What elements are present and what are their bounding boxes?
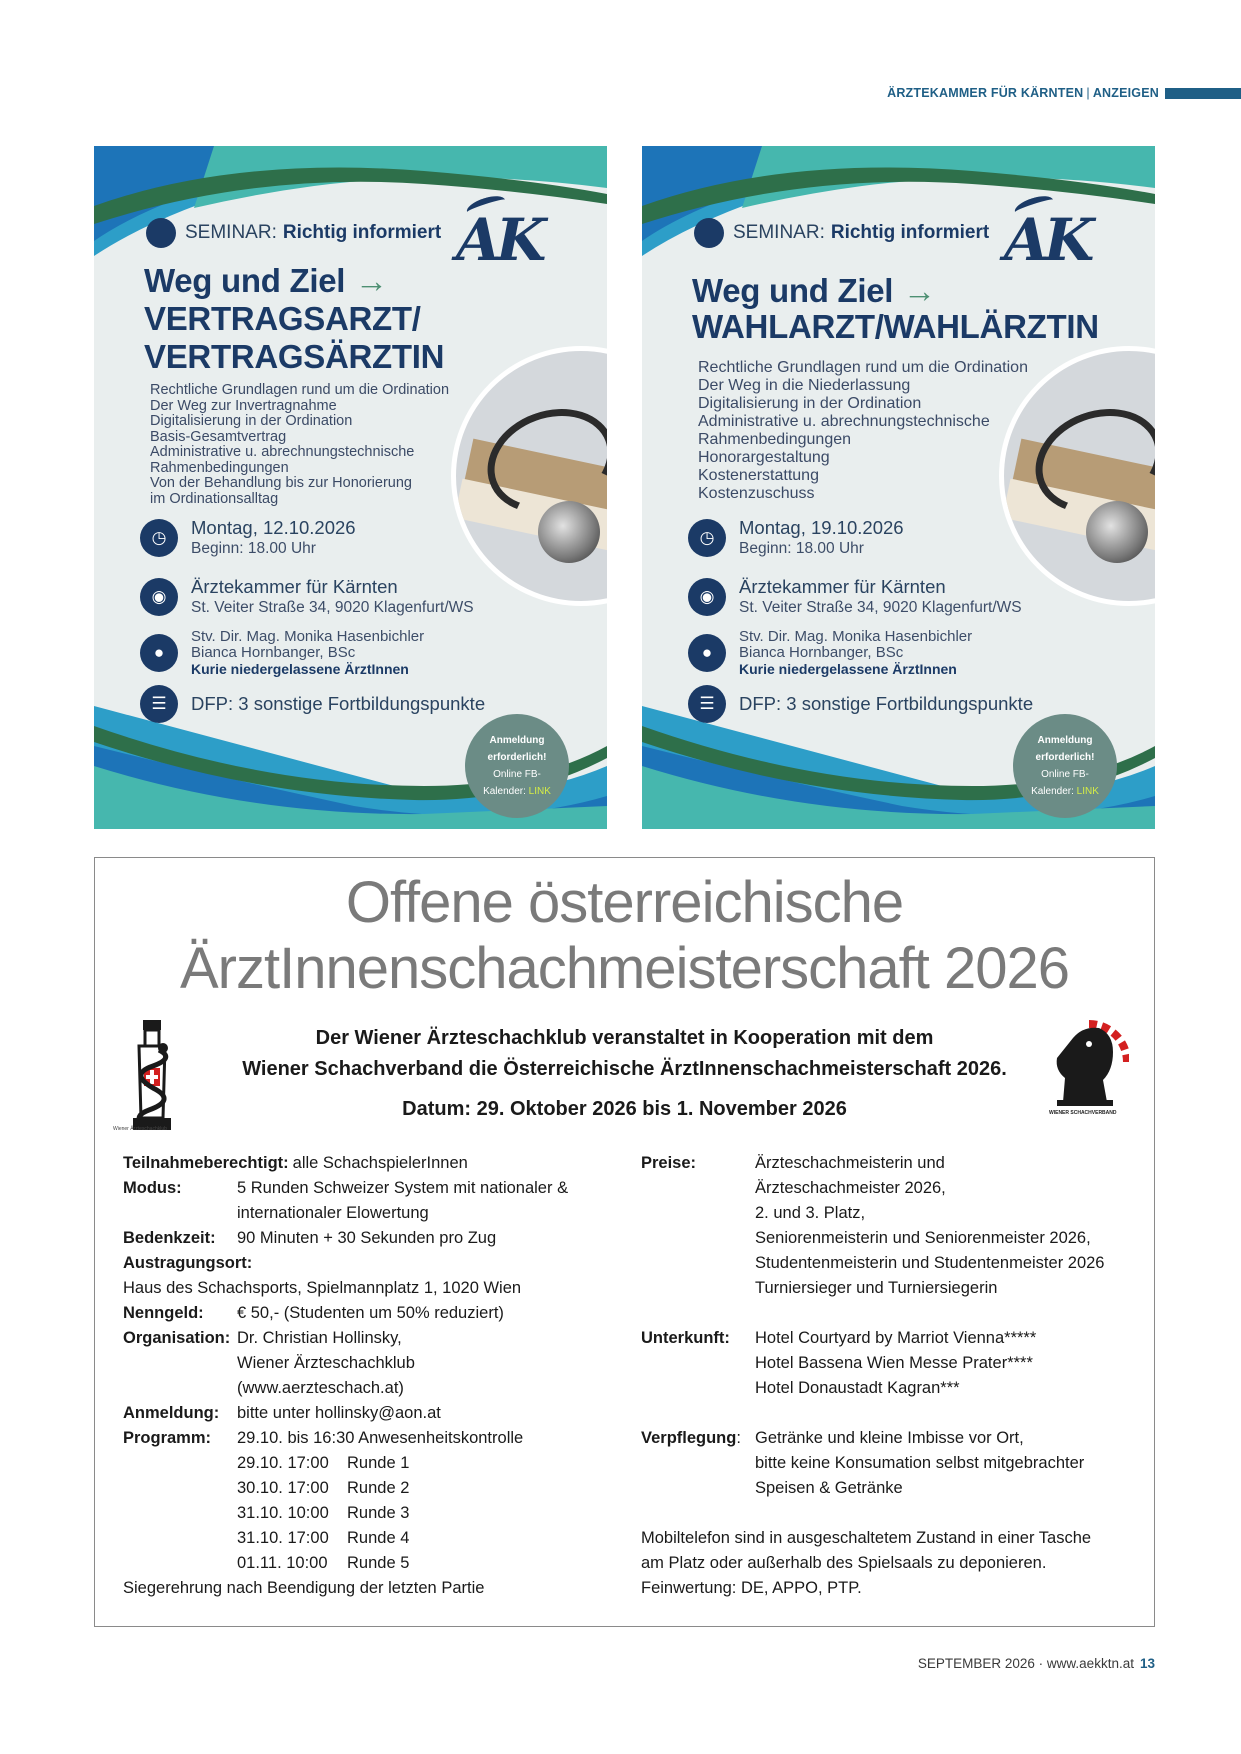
flyer-speaker-2: Bianca Hornbanger, BSc <box>191 644 356 661</box>
badge-line: erforderlich! <box>1035 752 1095 763</box>
detail-value: Ärzteschachmeisterin und <box>755 1154 945 1172</box>
topic-item: Rahmenbedingungen <box>698 431 852 448</box>
mobile-note-line <box>641 1526 1141 1551</box>
checklist-icon: ☰ <box>688 685 726 723</box>
detail-value: Seniorenmeisterin und Seniorenmeister 2026, <box>755 1229 1091 1247</box>
topic-item: Kostenzuschuss <box>698 485 815 502</box>
detail-value: Siegerehrung nach Beendigung der letzten Partie <box>123 1579 485 1597</box>
detail-anmeldung <box>123 1401 603 1426</box>
topic-item: Rechtliche Grundlagen rund um die Ordination <box>698 359 1028 376</box>
topic-item: Basis-Gesamtvertrag <box>150 428 287 445</box>
detail-teilnahme <box>123 1151 603 1176</box>
seminar-dot-icon <box>146 218 176 248</box>
footer-text: SEPTEMBER 2026 · www.aekktn.at <box>917 1656 1134 1671</box>
flyer-dfp: DFP: 3 sonstige Fortbildungspunkte <box>191 693 486 714</box>
detail-label: Programm: <box>123 1429 212 1447</box>
round-name: Runde 4 <box>347 1529 410 1547</box>
seminar-prefix: SEMINAR: <box>733 222 825 243</box>
badge-link[interactable]: LINK <box>528 786 551 797</box>
aerzteschachklub-logo-caption: Wiener Ärzteschachklub <box>113 1126 167 1132</box>
topic-item: im Ordinationsalltag <box>150 490 279 507</box>
flyer-title-line3: VERTRAGSÄRZTIN <box>144 338 445 375</box>
detail-label: Austragungsort: <box>123 1254 253 1272</box>
mobile-note-text: am Platz oder außerhalb des Spielsaals zu deponieren. <box>641 1554 1047 1572</box>
chess-date: Datum: 29. Oktober 2026 bis 1. November 2026 <box>402 1098 847 1120</box>
flyer-location-block <box>140 576 474 617</box>
detail-preise-cont <box>641 1251 1141 1276</box>
flyer-location-block <box>688 576 1022 617</box>
header-accent-bar <box>1165 88 1241 99</box>
topic-item: Digitalisierung in der Ordination <box>150 413 353 429</box>
verpflegung-label-text: Verpflegung <box>641 1429 737 1447</box>
badge-link[interactable]: LINK <box>1076 786 1099 797</box>
detail-value: Studentenmeisterin und Studentenmeister 2026 <box>755 1254 1105 1272</box>
registration-email-link[interactable]: bitte unter hollinsky@aon.at <box>237 1404 441 1422</box>
badge-line: Kalender: <box>483 786 526 797</box>
detail-value: 5 Runden Schweizer System mit nationaler & <box>237 1179 569 1197</box>
topic-item: Administrative u. abrechnungstechnische <box>698 413 990 430</box>
header-section: ANZEIGEN <box>1092 86 1159 100</box>
topic-item: Von der Behandlung bis zur Honorierung <box>150 475 412 491</box>
detail-unterkunft <box>641 1326 1141 1351</box>
schachverband-logo-caption: WIENER SCHACHVERBAND <box>1049 1110 1117 1116</box>
topic-item: Rechtliche Grundlagen rund um die Ordination <box>150 382 450 398</box>
flyer-speaker-1: Stv. Dir. Mag. Monika Hasenbichler <box>739 628 973 645</box>
round-name: Runde 2 <box>347 1479 410 1497</box>
chess-intro-line1: Der Wiener Ärzteschachklub veranstaltet in Kooperation mit dem <box>315 1027 934 1049</box>
feinwertung-text: Feinwertung: DE, APPO, PTP. <box>641 1579 862 1597</box>
detail-preise <box>641 1151 1141 1176</box>
detail-label: Nenngeld: <box>123 1304 204 1322</box>
detail-bedenkzeit <box>123 1226 603 1251</box>
page-number: 13 <box>1139 1656 1155 1671</box>
topic-item: Administrative u. abrechnungstechnische <box>150 444 415 460</box>
seminar-flyer-vertragsarzt <box>94 146 607 829</box>
detail-value: Dr. Christian Hollinsky, <box>237 1329 402 1347</box>
badge-line: Online FB- <box>493 769 541 780</box>
detail-value: internationaler Elowertung <box>237 1204 429 1222</box>
flyer-dfp: DFP: 3 sonstige Fortbildungspunkte <box>739 693 1034 714</box>
flyer-topic-list <box>698 359 1028 503</box>
detail-label: Unterkunft: <box>641 1329 730 1347</box>
detail-organisation-url <box>123 1376 603 1401</box>
flyer-title-line2: VERTRAGSARZT/ <box>144 300 421 337</box>
flyer-title-line1 <box>144 262 388 300</box>
detail-value: Hotel Courtyard by Marriot Vienna***** <box>755 1329 1037 1347</box>
chess-title-line1: Offene österreichische <box>345 870 904 935</box>
seminar-title: Richtig informiert <box>830 222 990 243</box>
detail-value: € 50,- (Studenten um 50% reduziert) <box>237 1304 504 1322</box>
detail-value: Speisen & Getränke <box>755 1479 903 1497</box>
feinwertung-line <box>641 1576 1141 1601</box>
chess-championship-ad <box>94 857 1155 1627</box>
flyer-speaker-org: Kurie niedergelassene ÄrztInnen <box>191 661 409 677</box>
flyer-title-line2: WAHLARZT/WAHLÄRZTIN <box>692 308 1099 345</box>
chess-details-left <box>123 1151 603 1601</box>
detail-modus <box>123 1176 603 1201</box>
chess-details-right <box>641 1151 1141 1601</box>
header-separator: | <box>1086 86 1090 100</box>
round-name: Runde 1 <box>347 1454 410 1472</box>
round-name: Runde 3 <box>347 1504 410 1522</box>
flyer-start-time: Beginn: 18.00 Uhr <box>191 540 316 557</box>
detail-preise-cont <box>641 1176 1141 1201</box>
ak-logo: AK <box>1004 206 1090 274</box>
chess-intro-line2: Wiener Schachverband die Österreichische ÄrztInnenschachmeisterschaft 2026. <box>242 1058 1007 1080</box>
round-time: 01.11. 10:00 <box>237 1554 328 1572</box>
round-name: Runde 5 <box>347 1554 410 1572</box>
detail-preise-cont <box>641 1226 1141 1251</box>
topic-item: Rahmenbedingungen <box>150 459 289 476</box>
flyer-speaker-block <box>688 629 972 677</box>
topic-item: Der Weg zur Invertragnahme <box>150 397 337 414</box>
detail-austragungsort <box>123 1251 603 1276</box>
detail-preise-cont <box>641 1276 1141 1301</box>
flyer-location: Ärztekammer für Kärnten <box>739 576 946 597</box>
detail-value: 29.10. bis 16:30 Anwesenheitskontrolle <box>237 1429 524 1447</box>
location-pin-icon: ◉ <box>140 578 178 616</box>
seminar-dot-icon <box>694 218 724 248</box>
detail-label: Modus: <box>123 1179 182 1197</box>
round-time: 31.10. 17:00 <box>237 1529 329 1547</box>
detail-verpflegung-cont <box>641 1476 1141 1501</box>
detail-nenngeld <box>123 1301 603 1326</box>
flyer-dfp-block <box>688 685 1033 723</box>
detail-programm <box>123 1426 603 1451</box>
header-org: ÄRZTEKAMMER FÜR KÄRNTEN <box>887 86 1084 100</box>
flyer-location: Ärztekammer für Kärnten <box>191 576 398 597</box>
detail-label: Organisation: <box>123 1329 231 1347</box>
program-round <box>123 1551 603 1576</box>
detail-austragungsort-value <box>123 1276 603 1301</box>
topic-item: Der Weg in die Niederlassung <box>698 377 911 394</box>
program-round <box>123 1501 603 1526</box>
detail-label: Bedenkzeit: <box>123 1229 216 1247</box>
program-round <box>123 1451 603 1476</box>
mobile-note-text: Mobiltelefon sind in ausgeschaltetem Zustand in einer Tasche <box>641 1529 1092 1547</box>
location-pin-icon: ◉ <box>688 578 726 616</box>
badge-line: erforderlich! <box>487 752 547 763</box>
person-icon: ● <box>140 634 178 672</box>
detail-modus-cont <box>123 1201 603 1226</box>
detail-unterkunft-cont <box>641 1376 1141 1401</box>
calendar-clock-icon: ◷ <box>688 519 726 557</box>
detail-unterkunft-cont <box>641 1351 1141 1376</box>
detail-value: Getränke und kleine Imbisse vor Ort, <box>755 1429 1024 1447</box>
mobile-note-line <box>641 1551 1141 1576</box>
badge-line: Anmeldung <box>1037 735 1093 746</box>
flyer-speaker-block <box>140 629 424 677</box>
flyer-date: Montag, 19.10.2026 <box>739 517 904 538</box>
flyer-title-line1 <box>692 272 936 310</box>
flyer-seminar-line <box>694 218 989 248</box>
flyer-speaker-1: Stv. Dir. Mag. Monika Hasenbichler <box>191 628 425 645</box>
flyer-seminar-line <box>146 218 441 248</box>
person-icon: ● <box>688 634 726 672</box>
detail-verpflegung <box>641 1426 1141 1451</box>
flyer-address: St. Veiter Straße 34, 9020 Klagenfurt/WS <box>739 599 1022 616</box>
detail-value: Turniersieger und Turniersiegerin <box>755 1279 998 1297</box>
checklist-icon: ☰ <box>140 685 178 723</box>
flyer-speaker-2: Bianca Hornbanger, BSc <box>739 644 904 661</box>
flyer-dfp-block <box>140 685 485 723</box>
round-time: 31.10. 10:00 <box>237 1504 329 1522</box>
page-footer <box>918 1656 1155 1671</box>
registration-badge[interactable] <box>465 714 569 818</box>
seminar-flyer-wahlarzt <box>642 146 1155 829</box>
detail-organisation-cont <box>123 1351 603 1376</box>
detail-value: Ärzteschachmeister 2026, <box>755 1179 946 1197</box>
verpflegung-colon: : <box>736 1429 741 1447</box>
detail-organisation <box>123 1326 603 1351</box>
badge-line: Online FB- <box>1041 769 1089 780</box>
arrow-right-icon: → <box>903 272 936 309</box>
detail-value: Haus des Schachsports, Spielmannplatz 1, 1020 Wien <box>123 1279 522 1297</box>
chess-intro <box>95 1023 1154 1085</box>
detail-value: 2. und 3. Platz, <box>755 1204 866 1222</box>
chess-title-line2: ÄrztInnenschachmeisterschaft 2026 <box>179 936 1070 1001</box>
detail-value: Wiener Ärzteschachklub <box>237 1354 415 1372</box>
flyer-topic-list <box>150 383 449 507</box>
program-round <box>123 1526 603 1551</box>
calendar-clock-icon: ◷ <box>140 519 178 557</box>
round-time: 29.10. 17:00 <box>237 1454 329 1472</box>
detail-verpflegung-cont <box>641 1451 1141 1476</box>
organisation-website-link[interactable]: (www.aerzteschach.at) <box>237 1379 404 1397</box>
flyer-date-block <box>140 517 356 558</box>
seminar-prefix: SEMINAR: <box>185 222 277 243</box>
topic-item: Honorargestaltung <box>698 449 830 466</box>
flyer-date: Montag, 12.10.2026 <box>191 517 356 538</box>
flyer-title-text: Weg und Ziel <box>692 272 894 309</box>
flyer-date-block <box>688 517 904 558</box>
round-time: 30.10. 17:00 <box>237 1479 329 1497</box>
chess-title <box>95 870 1154 1002</box>
topic-item: Digitalisierung in der Ordination <box>698 395 922 412</box>
registration-badge[interactable] <box>1013 714 1117 818</box>
flyer-title-text: Weg und Ziel <box>144 262 346 299</box>
detail-value: Hotel Bassena Wien Messe Prater**** <box>755 1354 1033 1372</box>
detail-label: Anmeldung: <box>123 1404 220 1422</box>
ak-logo: AK <box>456 206 542 274</box>
page-header <box>887 86 1241 100</box>
arrow-right-icon: → <box>355 262 388 299</box>
detail-label <box>641 1426 755 1451</box>
detail-siegerehrung <box>123 1576 603 1601</box>
topic-item: Kostenerstattung <box>698 467 819 484</box>
photo-stethoscope-head <box>538 501 600 563</box>
flyer-speaker-org: Kurie niedergelassene ÄrztInnen <box>739 661 957 677</box>
seminar-title: Richtig informiert <box>282 222 442 243</box>
badge-line: Anmeldung <box>489 735 545 746</box>
detail-label: Preise: <box>641 1154 697 1172</box>
program-round <box>123 1476 603 1501</box>
photo-stethoscope-head <box>1086 501 1148 563</box>
detail-value: Hotel Donaustadt Kagran*** <box>755 1379 960 1397</box>
detail-value: 90 Minuten + 30 Sekunden pro Zug <box>237 1229 497 1247</box>
detail-label: Teilnahmeberechtigt: <box>123 1154 289 1172</box>
detail-value: alle SchachspielerInnen <box>292 1154 468 1172</box>
flyer-start-time: Beginn: 18.00 Uhr <box>739 540 864 557</box>
flyer-address: St. Veiter Straße 34, 9020 Klagenfurt/WS <box>191 599 474 616</box>
detail-value: bitte keine Konsumation selbst mitgebrachter <box>755 1454 1085 1472</box>
badge-line: Kalender: <box>1031 786 1074 797</box>
detail-preise-cont <box>641 1201 1141 1226</box>
